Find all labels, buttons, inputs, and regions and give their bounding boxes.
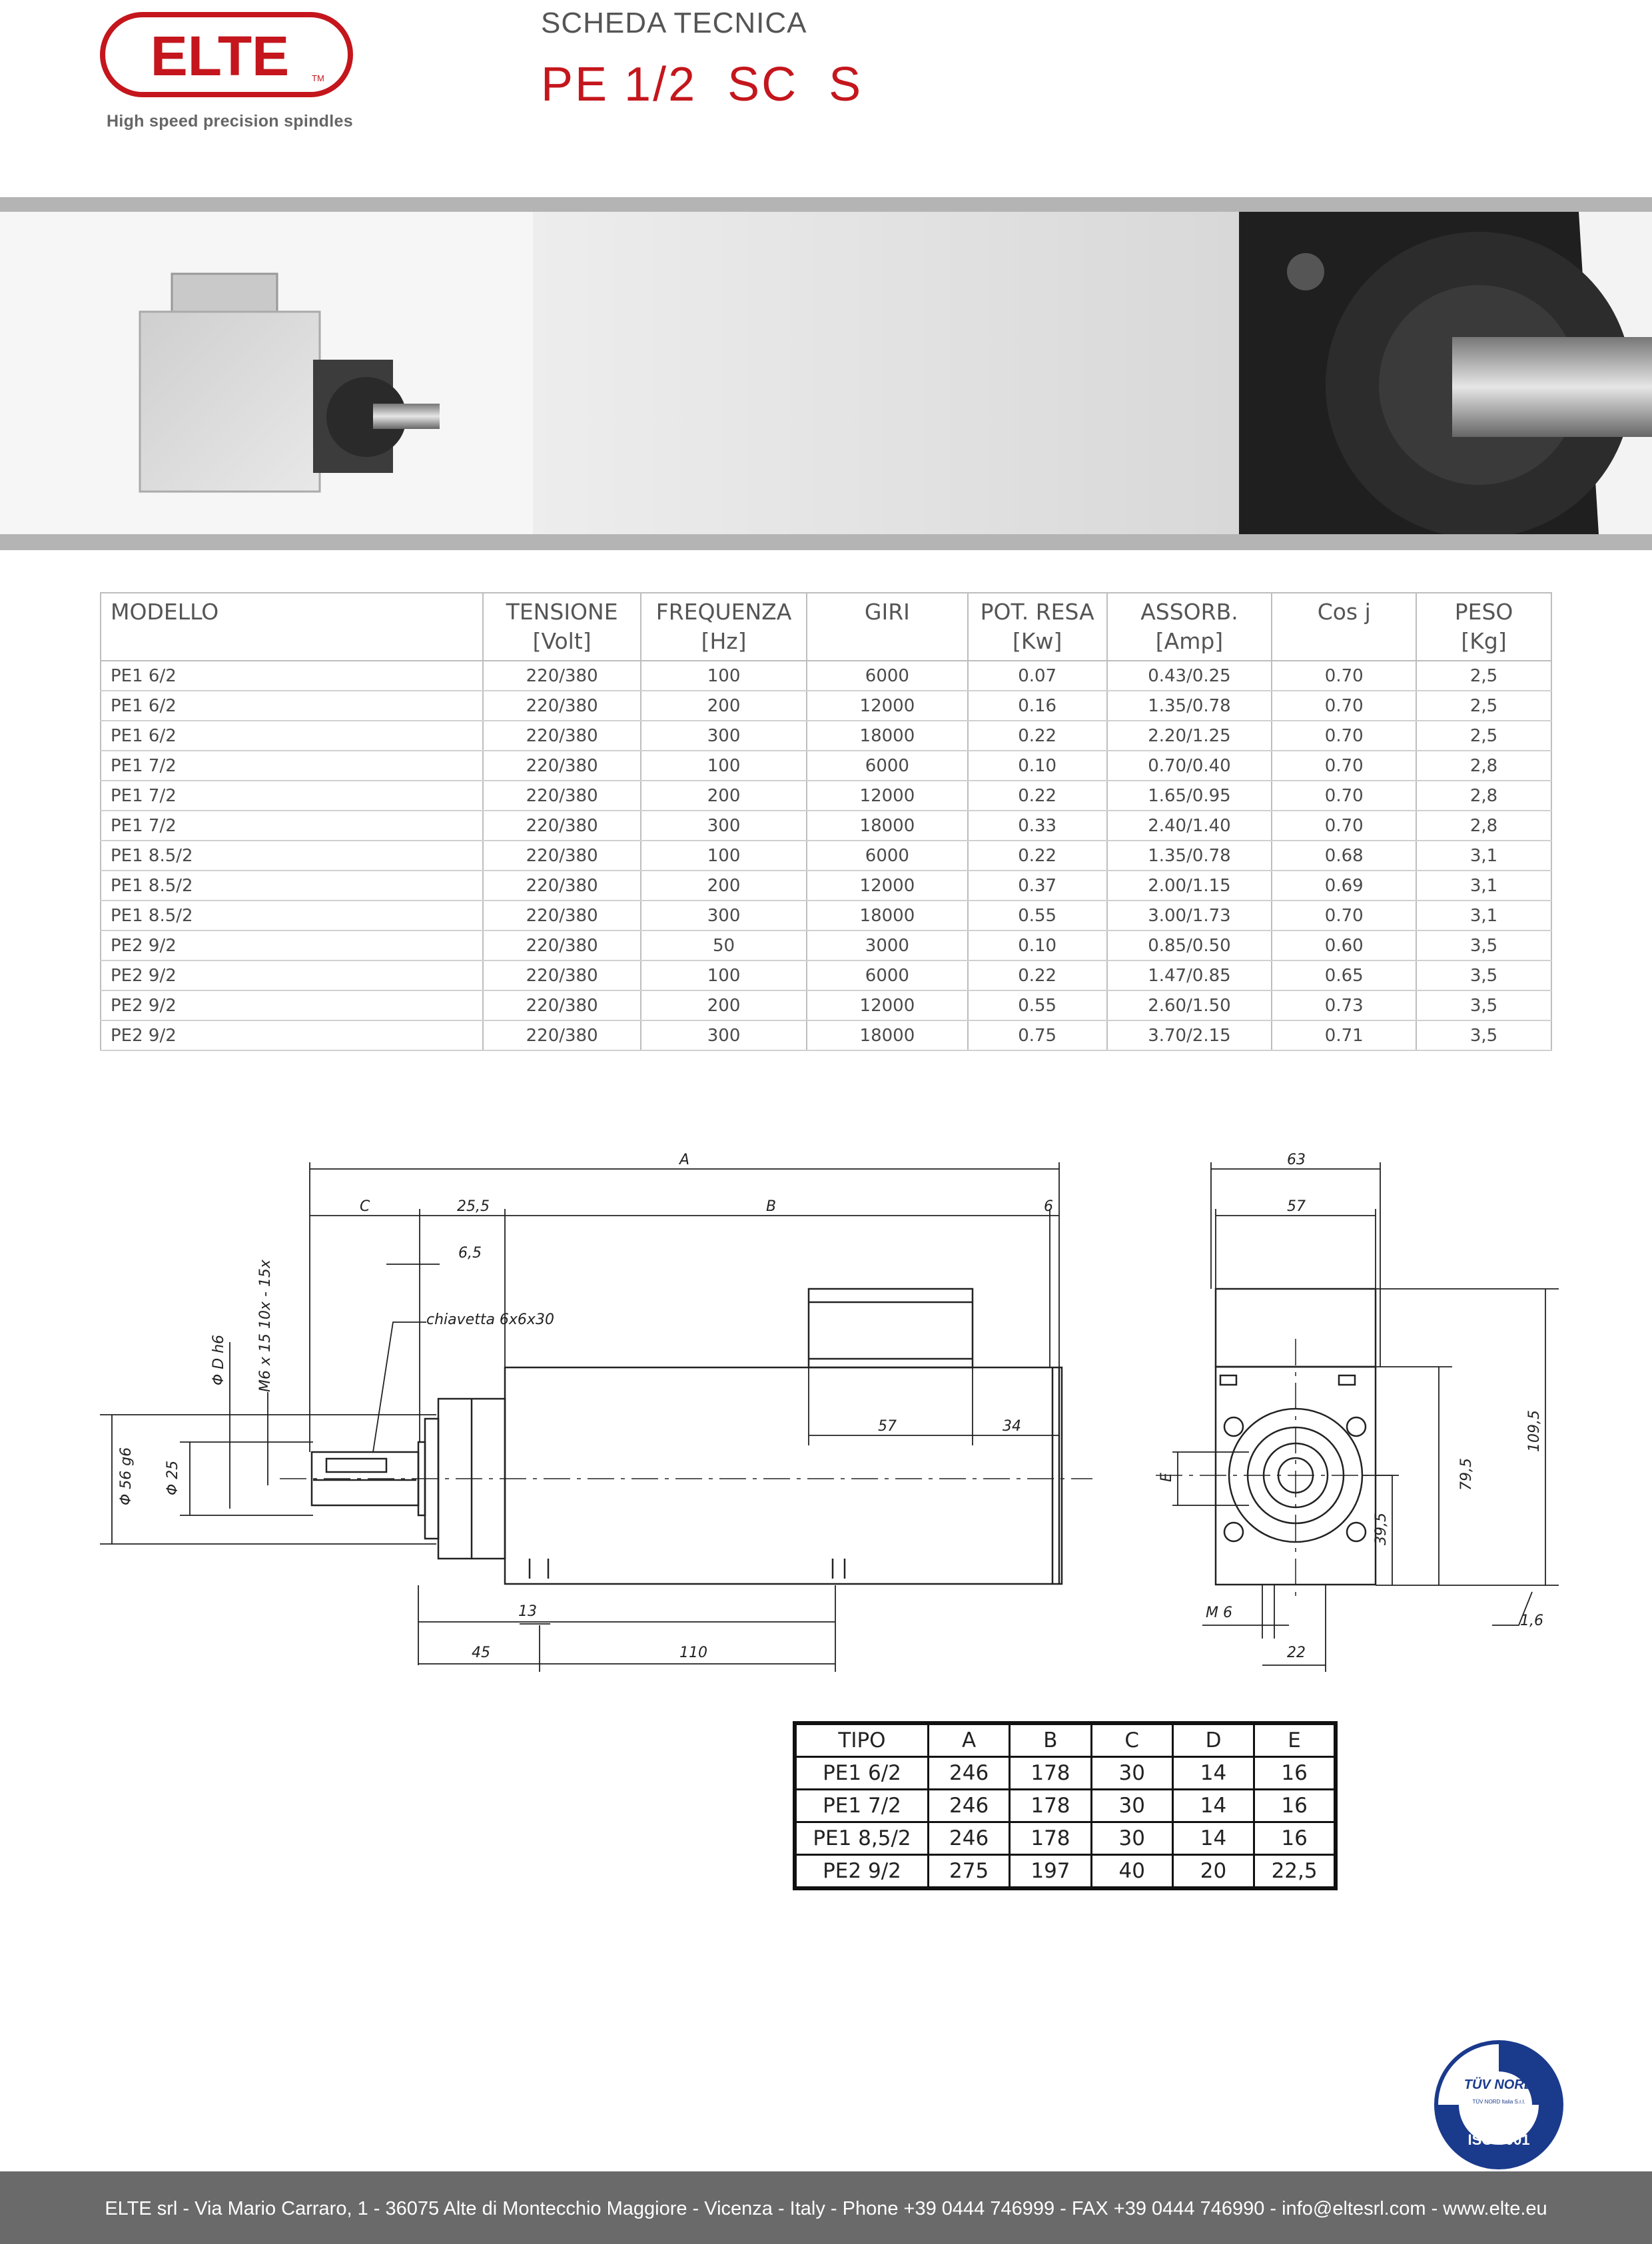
- dimension-cell: PE1 6/2: [795, 1757, 928, 1790]
- logo-trademark: TM: [312, 73, 324, 83]
- spec-cell: PE1 7/2: [101, 811, 483, 841]
- dimension-cell: 178: [1010, 1822, 1091, 1855]
- spec-cell: 3,5: [1416, 931, 1551, 960]
- dimension-cell: 20: [1172, 1855, 1254, 1889]
- dim-label-45: 45: [472, 1645, 490, 1661]
- dimension-table: [793, 1721, 1338, 1890]
- dimension-cell: 30: [1091, 1757, 1172, 1790]
- spec-cell: 6000: [807, 661, 968, 691]
- spec-cell: 3,5: [1416, 960, 1551, 990]
- spec-cell: 100: [641, 841, 807, 871]
- spec-cell: 220/380: [483, 751, 641, 781]
- dimension-cell: 22,5: [1254, 1855, 1336, 1889]
- dim-label-1-6: 1,6: [1520, 1613, 1543, 1629]
- spec-cell: 1.65/0.95: [1107, 781, 1272, 811]
- spec-cell: PE1 8.5/2: [101, 901, 483, 931]
- spec-cell: 2,8: [1416, 781, 1551, 811]
- spec-cell: 18000: [807, 721, 968, 751]
- spec-cell: 2.20/1.25: [1107, 721, 1272, 751]
- dimension-cell: PE1 8,5/2: [795, 1822, 928, 1855]
- spec-cell: PE1 7/2: [101, 751, 483, 781]
- spec-cell: 0.70: [1272, 721, 1416, 751]
- spec-cell: 3,1: [1416, 841, 1551, 871]
- dim-label-63: 63: [1287, 1152, 1306, 1168]
- dim-label-6: 6: [1044, 1198, 1053, 1215]
- spec-cell: 0.16: [968, 691, 1107, 721]
- dim-label-79-5: 79,5: [1458, 1458, 1475, 1491]
- technical-drawing: [0, 1132, 1652, 1692]
- bottom-divider-bar: [0, 534, 1652, 550]
- dim-header-tipo: TIPO: [795, 1723, 928, 1757]
- spec-cell: 220/380: [483, 781, 641, 811]
- spec-cell: 12000: [807, 871, 968, 901]
- spec-cell: 0.22: [968, 781, 1107, 811]
- spec-cell: 18000: [807, 901, 968, 931]
- dim-header-C: C: [1091, 1723, 1172, 1757]
- spec-cell: 220/380: [483, 841, 641, 871]
- spec-cell: PE1 6/2: [101, 661, 483, 691]
- dim-label-57-side: 57: [878, 1418, 897, 1435]
- dim-label-22: 22: [1287, 1645, 1306, 1661]
- spec-cell: 3,5: [1416, 1020, 1551, 1050]
- spec-cell: 2,5: [1416, 661, 1551, 691]
- dim-label-6-5: 6,5: [458, 1245, 482, 1262]
- spec-cell: 12000: [807, 990, 968, 1020]
- spec-cell: 2,8: [1416, 811, 1551, 841]
- tuv-sub: TÜV NORD Italia S.r.l.: [1472, 2099, 1525, 2105]
- dim-label-25-5: 25,5: [457, 1198, 490, 1215]
- spec-cell: 200: [641, 781, 807, 811]
- spec-cell: 0.07: [968, 661, 1107, 691]
- spec-cell: 2.40/1.40: [1107, 811, 1272, 841]
- spec-cell: 1.35/0.78: [1107, 691, 1272, 721]
- spec-table-row: [101, 1020, 1551, 1050]
- spec-cell: PE2 9/2: [101, 1020, 483, 1050]
- dim-header-E: E: [1254, 1723, 1336, 1757]
- dimension-cell: 246: [928, 1790, 1009, 1822]
- spec-cell: 200: [641, 871, 807, 901]
- col-header-tensione: TENSIONE [Volt]: [483, 593, 641, 661]
- spec-cell: PE1 7/2: [101, 781, 483, 811]
- dimension-cell: 246: [928, 1757, 1009, 1790]
- spec-table-row: [101, 990, 1551, 1020]
- spec-cell: PE1 8.5/2: [101, 841, 483, 871]
- spec-cell: 220/380: [483, 871, 641, 901]
- spec-cell: PE1 8.5/2: [101, 871, 483, 901]
- dim-header-B: B: [1010, 1723, 1091, 1757]
- top-divider-bar: [0, 197, 1652, 213]
- spec-cell: 0.55: [968, 990, 1107, 1020]
- spec-cell: 2,8: [1416, 751, 1551, 781]
- spec-cell: 0.70: [1272, 691, 1416, 721]
- spec-cell: 220/380: [483, 931, 641, 960]
- dim-label-109-5: 109,5: [1526, 1410, 1543, 1452]
- spec-cell: PE2 9/2: [101, 960, 483, 990]
- side-view-terminal-box: [809, 1289, 973, 1367]
- spec-cell: 220/380: [483, 811, 641, 841]
- spec-cell: 0.73: [1272, 990, 1416, 1020]
- spec-cell: 2,5: [1416, 721, 1551, 751]
- dim-label-110: 110: [679, 1645, 707, 1661]
- col-header-cos: Cos j: [1272, 593, 1416, 661]
- spindle-photo-body-closeup: [533, 212, 1239, 534]
- dimension-cell: 178: [1010, 1757, 1091, 1790]
- spec-table-header: [101, 593, 1551, 661]
- spec-cell: 18000: [807, 811, 968, 841]
- dimension-cell: 178: [1010, 1790, 1091, 1822]
- spec-table-row: [101, 691, 1551, 721]
- dimension-cell: 30: [1091, 1822, 1172, 1855]
- spec-cell: 0.10: [968, 751, 1107, 781]
- dim-label-dia-56: Φ 56 g6: [118, 1447, 135, 1505]
- spec-table-row: [101, 901, 1551, 931]
- product-photo-band: [0, 212, 1652, 534]
- col-header-pot-resa: POT. RESA [Kw]: [968, 593, 1107, 661]
- spec-cell: 0.22: [968, 721, 1107, 751]
- dimension-cell: 197: [1010, 1855, 1091, 1889]
- spec-cell: 12000: [807, 691, 968, 721]
- spec-table: [100, 592, 1552, 1051]
- spec-cell: 3,1: [1416, 901, 1551, 931]
- spec-table-row: [101, 931, 1551, 960]
- spec-cell: 3,5: [1416, 990, 1551, 1020]
- side-view-body: [505, 1367, 1062, 1584]
- spec-cell: 6000: [807, 841, 968, 871]
- dimension-cell: 246: [928, 1822, 1009, 1855]
- spec-cell: 1.35/0.78: [1107, 841, 1272, 871]
- spec-cell: 0.65: [1272, 960, 1416, 990]
- spec-cell: 2.60/1.50: [1107, 990, 1272, 1020]
- spec-cell: 220/380: [483, 1020, 641, 1050]
- spec-cell: 0.68: [1272, 841, 1416, 871]
- spec-cell: 0.69: [1272, 871, 1416, 901]
- spec-cell: 0.70: [1272, 811, 1416, 841]
- logo-text: ELTE: [150, 25, 290, 87]
- tagline: High speed precision spindles: [107, 112, 353, 131]
- dim-label-M6: M 6: [1206, 1605, 1232, 1621]
- spec-cell: 100: [641, 751, 807, 781]
- tuv-iso-9001-logo: [1432, 2038, 1565, 2171]
- dimension-table-row: [795, 1790, 1336, 1822]
- dimension-cell: 14: [1172, 1757, 1254, 1790]
- dimension-cell: 16: [1254, 1822, 1336, 1855]
- spec-cell: 220/380: [483, 661, 641, 691]
- document-type: SCHEDA TECNICA: [541, 7, 807, 39]
- dimension-cell: 14: [1172, 1822, 1254, 1855]
- spec-cell: 100: [641, 960, 807, 990]
- elte-logo: [100, 12, 353, 97]
- spec-cell: 220/380: [483, 691, 641, 721]
- spindle-photo-front-closeup: [1239, 212, 1652, 534]
- dim-label-34: 34: [1003, 1418, 1021, 1435]
- dimension-cell: PE1 7/2: [795, 1790, 928, 1822]
- spec-cell: 0.70: [1272, 901, 1416, 931]
- product-title: PE 1/2 SC S: [541, 58, 863, 111]
- spec-cell: 100: [641, 661, 807, 691]
- spec-cell: 0.22: [968, 841, 1107, 871]
- dim-label-dia-25: Φ 25: [165, 1460, 181, 1495]
- dim-label-57-front: 57: [1287, 1198, 1306, 1215]
- spec-cell: PE2 9/2: [101, 931, 483, 960]
- spec-table-row: [101, 781, 1551, 811]
- col-header-frequenza: FREQUENZA [Hz]: [641, 593, 807, 661]
- col-header-modello: MODELLO: [101, 593, 483, 661]
- dim-label-39-5: 39,5: [1373, 1513, 1390, 1545]
- spec-cell: 12000: [807, 781, 968, 811]
- dimension-table-header: [795, 1723, 1336, 1757]
- spec-cell: 3.00/1.73: [1107, 901, 1272, 931]
- dimension-cell: 14: [1172, 1790, 1254, 1822]
- dim-label-B: B: [766, 1198, 777, 1215]
- spec-table-row: [101, 960, 1551, 990]
- key-label: chiavetta 6x6x30: [426, 1311, 554, 1328]
- spec-cell: PE2 9/2: [101, 990, 483, 1020]
- spec-cell: 220/380: [483, 721, 641, 751]
- spec-table-row: [101, 811, 1551, 841]
- spec-cell: 300: [641, 901, 807, 931]
- col-header-giri: GIRI: [807, 593, 968, 661]
- tuv-brand: TÜV NORD: [1463, 2077, 1534, 2092]
- spindle-photo-small: [0, 212, 533, 534]
- spec-cell: 0.60: [1272, 931, 1416, 960]
- spec-cell: 3.70/2.15: [1107, 1020, 1272, 1050]
- footer-contact-text: ELTE srl - Via Mario Carraro, 1 - 36075 Alte di Montecchio Maggiore - Vicenza - Italy - Phone +39 0444 746999 - FAX +39 0444 746990 - info@eltesrl.com - www.elte.eu: [105, 2198, 1547, 2219]
- spec-cell: 300: [641, 1020, 807, 1050]
- dimension-table-body: [795, 1757, 1336, 1889]
- spec-cell: 200: [641, 990, 807, 1020]
- dim-label-13: 13: [518, 1603, 537, 1620]
- iso-standard: ISO 9001: [1467, 2131, 1530, 2148]
- spec-cell: 0.55: [968, 901, 1107, 931]
- dim-label-dia-D: Φ D h6: [210, 1334, 227, 1385]
- spec-table-row: [101, 721, 1551, 751]
- col-header-peso: PESO [Kg]: [1416, 593, 1551, 661]
- spec-cell: 220/380: [483, 990, 641, 1020]
- spec-cell: 0.70: [1272, 751, 1416, 781]
- spec-cell: 0.10: [968, 931, 1107, 960]
- col-header-assorb: ASSORB. [Amp]: [1107, 593, 1272, 661]
- spec-cell: PE1 6/2: [101, 691, 483, 721]
- spec-cell: 0.43/0.25: [1107, 661, 1272, 691]
- spec-cell: 50: [641, 931, 807, 960]
- spec-cell: 0.33: [968, 811, 1107, 841]
- spec-cell: 6000: [807, 751, 968, 781]
- spec-table-row: [101, 751, 1551, 781]
- dim-header-D: D: [1172, 1723, 1254, 1757]
- spec-cell: 0.70/0.40: [1107, 751, 1272, 781]
- spec-cell: PE1 6/2: [101, 721, 483, 751]
- spec-table-row: [101, 841, 1551, 871]
- dimension-cell: 40: [1091, 1855, 1172, 1889]
- spec-cell: 3,1: [1416, 871, 1551, 901]
- spec-cell: 300: [641, 811, 807, 841]
- spec-cell: 18000: [807, 1020, 968, 1050]
- spec-cell: 2.00/1.15: [1107, 871, 1272, 901]
- dim-label-E: E: [1158, 1473, 1175, 1482]
- dim-header-A: A: [928, 1723, 1009, 1757]
- spec-cell: 0.70: [1272, 661, 1416, 691]
- spec-cell: 0.85/0.50: [1107, 931, 1272, 960]
- dimension-cell: 16: [1254, 1757, 1336, 1790]
- spec-table-row: [101, 871, 1551, 901]
- dimension-cell: 275: [928, 1855, 1009, 1889]
- dim-label-C: C: [360, 1198, 370, 1215]
- spec-cell: 0.37: [968, 871, 1107, 901]
- spec-table-body: [101, 661, 1551, 1050]
- spec-cell: 1.47/0.85: [1107, 960, 1272, 990]
- spec-cell: 0.70: [1272, 781, 1416, 811]
- spec-cell: 3000: [807, 931, 968, 960]
- spec-cell: 220/380: [483, 960, 641, 990]
- dim-label-A: A: [679, 1152, 690, 1168]
- dimension-cell: PE2 9/2: [795, 1855, 928, 1889]
- spec-cell: 0.71: [1272, 1020, 1416, 1050]
- dim-label-thread: M6 x 15 10x - 15x: [257, 1260, 274, 1392]
- spec-cell: 0.75: [968, 1020, 1107, 1050]
- spec-cell: 6000: [807, 960, 968, 990]
- spec-cell: 200: [641, 691, 807, 721]
- spec-table-row: [101, 661, 1551, 691]
- dimension-cell: 16: [1254, 1790, 1336, 1822]
- spec-cell: 2,5: [1416, 691, 1551, 721]
- dimension-table-row: [795, 1822, 1336, 1855]
- dimension-table-row: [795, 1855, 1336, 1889]
- spec-cell: 220/380: [483, 901, 641, 931]
- dimension-table-row: [795, 1757, 1336, 1790]
- spec-cell: 0.22: [968, 960, 1107, 990]
- dimension-cell: 30: [1091, 1790, 1172, 1822]
- spec-cell: 300: [641, 721, 807, 751]
